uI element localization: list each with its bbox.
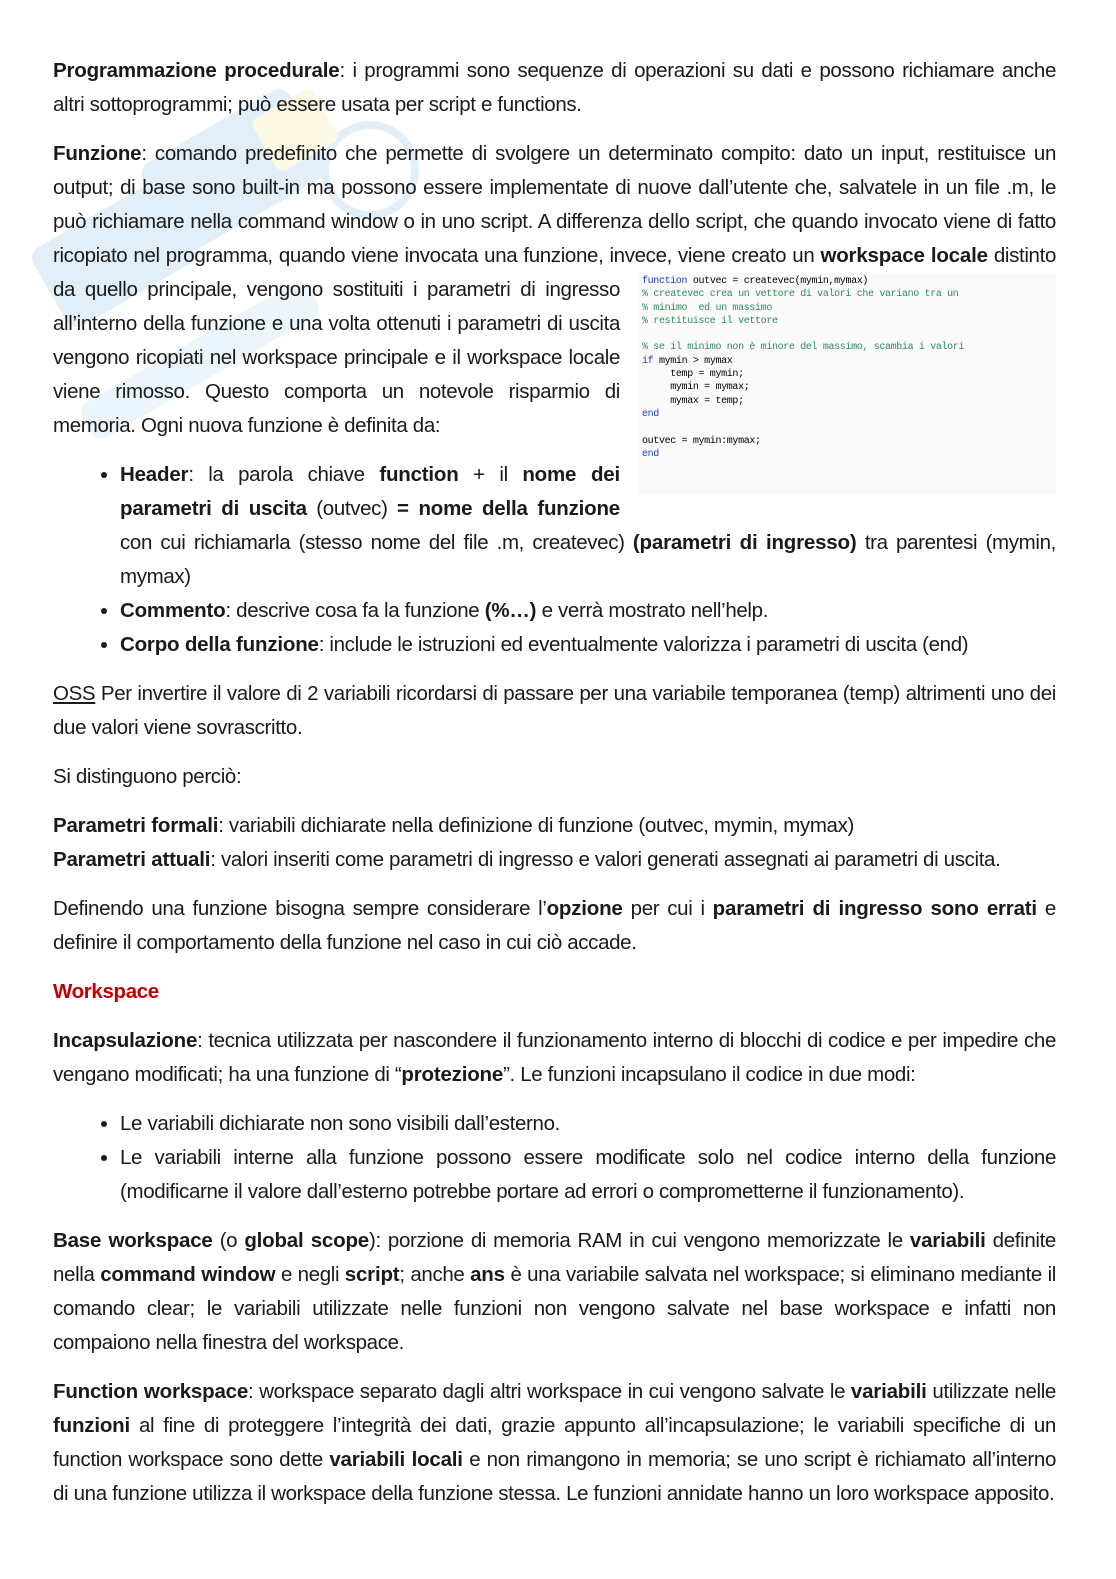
list-item: • Le variabili interne alla funzione possono essere modificate solo nel codice interno della funzione (modificarne il valore dall’esterno potrebbe portare ad errori o comprometterne il funzionamento).: [120, 1141, 1056, 1209]
code-comment: % createvec crea un vettore di valori che variano tra un: [642, 289, 959, 301]
para-defining: Definendo una funzione bisogna sempre considerare l’opzione per cui i parametri di ingresso sono errati e definire il comportamento della funzione nel caso in cui ciò accade.: [53, 897, 1056, 954]
para-base-workspace: Base workspace (o global scope): porzione di memoria RAM in cui vengono memorizzate le variabili definite nella command window e negli script; anche ans è una variabile salvata nel workspace; si eliminano mediante il comando clear; le variabili utilizzate nelle funzioni non vengono salvate nel base workspace e infatti non compaiono nella finestra del workspace.: [53, 1229, 1056, 1354]
list-item-header: • Header: la parola chiave function + il nome dei parametri di uscita (outvec) = nome della funzione con cui richiamarla (stesso nome del file .m, createvec) (parametri di ingresso) tra parentesi (mymin, mymax): [120, 458, 1056, 594]
code-line-function: function outvec = createvec(mymin,mymax): [642, 276, 869, 287]
code-line-end: end: [642, 408, 659, 420]
list-item-corpo: • Corpo della funzione: include le istruzioni ed eventualmente valorizza i parametri di uscita (end): [120, 628, 1056, 662]
code-comment: % se il minimo non è minore del massimo, scambia i valori: [642, 342, 965, 354]
oss-label: OSS: [53, 682, 96, 705]
code-line-if: if mymin > mymax: [642, 355, 733, 367]
para-procedural: Programmazione procedurale: i programmi sono sequenze di operazioni su dati e possono richiamare anche altri sottoprogrammi; può essere usata per script e functions.: [53, 59, 1057, 116]
list-item-commento: • Commento: descrive cosa fa la funzione (%…) e verrà mostrato nell’help.: [120, 594, 1056, 628]
para-distinguish: Si distinguono perciò:: [53, 765, 242, 788]
section-heading-workspace: Workspace: [53, 980, 159, 1003]
code-line: outvec = mymin:mymax;: [642, 435, 761, 447]
document-page: [53, 54, 1056, 1526]
code-line-end: end: [642, 448, 659, 460]
para-funzione: Funzione: comando predefinito che permette di svolgere un determinato compito: dato un input, restituisce un output; di base sono built-in ma possono essere implementate di nuove dall’utente che, salvatele in un file .m, le può richiamare nella command window o in uno script. A differenza dello script, che quando invocato viene di fatto ricopiato nel programma, quando viene invocata una funzione, invece, viene creato un function outvec = createvec(mymin,mymax) % createvec crea un vettore di valori che variano tra un % minimo ed un massimo % restituisce il vettore % se il minimo non è minore del massimo, scambia i valori if mymin > mymax temp = mymin; mymin = mymax; mymax = temp; end outvec = mymin:mymax; end workspace locale distinto da quello principale, vengono sostituiti i parametri di ingresso all’interno della funzione e una volta ottenuti i parametri di uscita vengono ricopiati nel workspace principale e il workspace locale viene rimosso. Questo comporta un notevole risparmio di memoria. Ogni nuova funzione è definita da:: [53, 137, 1056, 443]
encapsulation-list: [53, 1107, 1056, 1209]
term-workspace-locale: workspace locale: [820, 244, 988, 267]
code-line: mymax = temp;: [642, 395, 744, 407]
para-parametri-formali: Parametri formali: variabili dichiarate nella definizione di funzione (outvec, mymin, mymax): [53, 814, 854, 837]
para-oss: OSS Per invertire il valore di 2 variabili ricordarsi di passare per una variabile temporanea (temp) altrimenti uno dei due valori viene sovrascritto.: [53, 682, 1056, 739]
code-line: mymin = mymax;: [642, 382, 750, 394]
matlab-code-image: [638, 273, 1056, 495]
term-programmazione-procedurale: Programmazione procedurale: [53, 59, 340, 82]
para-parametri-attuali: Parametri attuali: valori inseriti come parametri di ingresso e valori generati assegnati ai parametri di uscita.: [53, 848, 1001, 871]
para-function-workspace: Function workspace: workspace separato dagli altri workspace in cui vengono salvate le variabili utilizzate nelle funzioni al fine di proteggere l’integrità dei dati, grazie appunto all’incapsulazione; le variabili specifiche di un function workspace sono dette variabili locali e non rimangono in memoria; se uno script è richiamato all’interno di una funzione utilizza il workspace della funzione stessa. Le funzioni annidate hanno un loro workspace apposito.: [53, 1380, 1056, 1505]
code-comment: % minimo ed un massimo: [642, 302, 772, 314]
code-line: temp = mymin;: [642, 369, 744, 381]
term-funzione: Funzione: [53, 142, 142, 165]
para-incapsulazione: Incapsulazione: tecnica utilizzata per nascondere il funzionamento interno di blocchi di codice e per impedire che vengano modificati; ha una funzione di “protezione”. Le funzioni incapsulano il codice in due modi:: [53, 1029, 1056, 1086]
list-item: • Le variabili dichiarate non sono visibili dall’esterno.: [120, 1107, 1056, 1141]
code-comment: % restituisce il vettore: [642, 315, 778, 327]
